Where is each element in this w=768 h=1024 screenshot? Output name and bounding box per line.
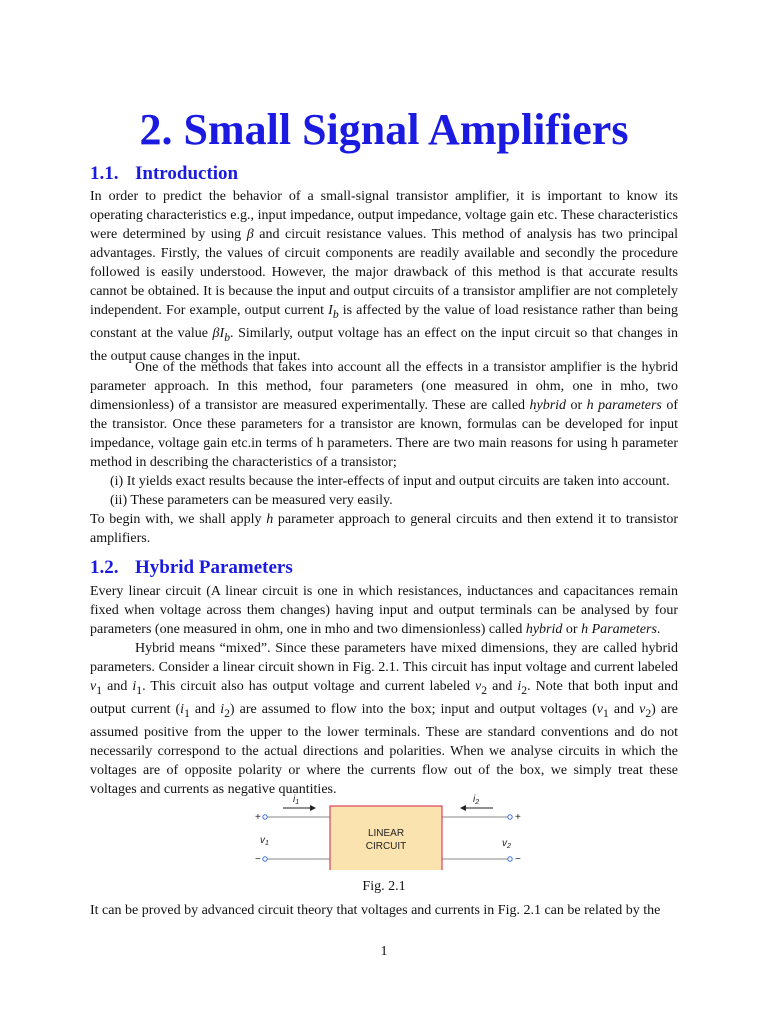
list-item-2: (ii) These parameters can be measured very easily.: [110, 493, 393, 508]
i1-arrow-head: [310, 805, 316, 811]
list-item-1: (i) It yields exact results because the inter-effects of input and output circuits are taken into account.: [110, 474, 670, 489]
v2-label: $v_2$: [502, 838, 511, 850]
section-number: 1.2.: [90, 557, 119, 578]
intro-paragraph-2: One of the methods that takes into account all the effects in a transistor amplifier is the hybrid parameter approach. In this method, four parameters (one measured in ohm, one in mho, two dimensionless) of a transistor are measured experimentally. These are called hybrid or h parameters of the transistor. Once these parameters for a transistor are known, formulas can be developed for input impedance, voltage gain etc.in terms of h parameters. There are two main reasons for using h parameter method in describing the characteristics of a transistor;: [90, 360, 678, 470]
closing-sentence: It can be proved by advanced circuit theory that voltages and currents in Fig. 2.1 can be related by the: [90, 903, 661, 918]
linear-circuit-figure: [250, 790, 530, 870]
section-title: Introduction: [135, 163, 239, 184]
i2-arrow-head: [460, 805, 466, 811]
i2-label: $i_2$: [473, 794, 480, 806]
section-title: Hybrid Parameters: [135, 557, 293, 578]
section-heading-introduction: [90, 163, 238, 185]
output-bottom-terminal: [508, 857, 512, 861]
box-label-line-1: LINEAR: [367, 828, 405, 839]
section-heading-hybrid-parameters: [90, 557, 293, 579]
section-number: 1.1.: [90, 163, 119, 184]
input-top-terminal: [263, 815, 267, 819]
hybrid-paragraph-1: Every linear circuit (A linear circuit is one in which resistances, inductances and capacitances remain fixed when voltage across them changes) having input and output terminals can be analysed by four parameters (one measured in ohm, one in mho and two dimensionless) called hybrid or h Parameters.: [90, 584, 678, 637]
figure-caption: Fig. 2.1: [362, 879, 406, 894]
i1-label: $i_1$: [293, 794, 300, 806]
input-bottom-terminal: [263, 857, 267, 861]
intro-paragraph-3: To begin with, we shall apply h parameter approach to general circuits and then extend it to transistor amplifiers.: [90, 512, 679, 546]
hybrid-paragraph-2: Hybrid means “mixed”. Since these parameters have mixed dimensions, they are called hybrid parameters. Consider a linear circuit shown in Fig. 2.1. This circuit has input voltage and current labeled $v_1$ and $i_1$. This circuit also has output voltage and current labeled $v_2$ and $i_2$. Note that both input and output current ($i_1$ and $i_2$) are assumed to flow into the box; input and output voltages ($v_1$ and $v_2$) are assumed positive from the upper to the lower terminals. These are standard conventions and do not necessarily correspond to the actual directions and polarities. When we analyse circuits in which the voltages are of opposite polarity or where the currents flow out of the box, we simply treat these voltages and currents as negative quantities.: [90, 641, 678, 797]
v1-label: $v_1$: [260, 835, 269, 847]
output-minus-sign: −: [515, 854, 521, 865]
box-label-line-2: CIRCUIT: [365, 841, 407, 852]
intro-paragraph-1: In order to predict the behavior of a small-signal transistor amplifier, it is important to know its operating characteristics e.g., input impedance, output impedance, voltage gain etc. These characteristics were determined by using β and circuit resistance values. This method of analysis has two principal advantages. Firstly, the values of circuit components are readily available and secondly the procedure followed is easily understood. However, the major drawback of this method is that accurate results cannot be obtained. It is because the input and output circuits of a transistor amplifier are not completely independent. For example, output current $I_b$ is affected by the value of load resistance rather than being constant at the value $\beta I_b$. Similarly, output voltage has an effect on the input circuit so that changes in the output cause changes in the input.: [90, 189, 679, 364]
output-top-terminal: [508, 815, 512, 819]
page-number: 1: [380, 944, 388, 959]
page-title: 2. Small Signal Amplifiers: [139, 105, 629, 154]
output-plus-sign: +: [515, 812, 521, 823]
input-minus-sign: −: [255, 854, 261, 865]
input-plus-sign: +: [255, 812, 261, 823]
